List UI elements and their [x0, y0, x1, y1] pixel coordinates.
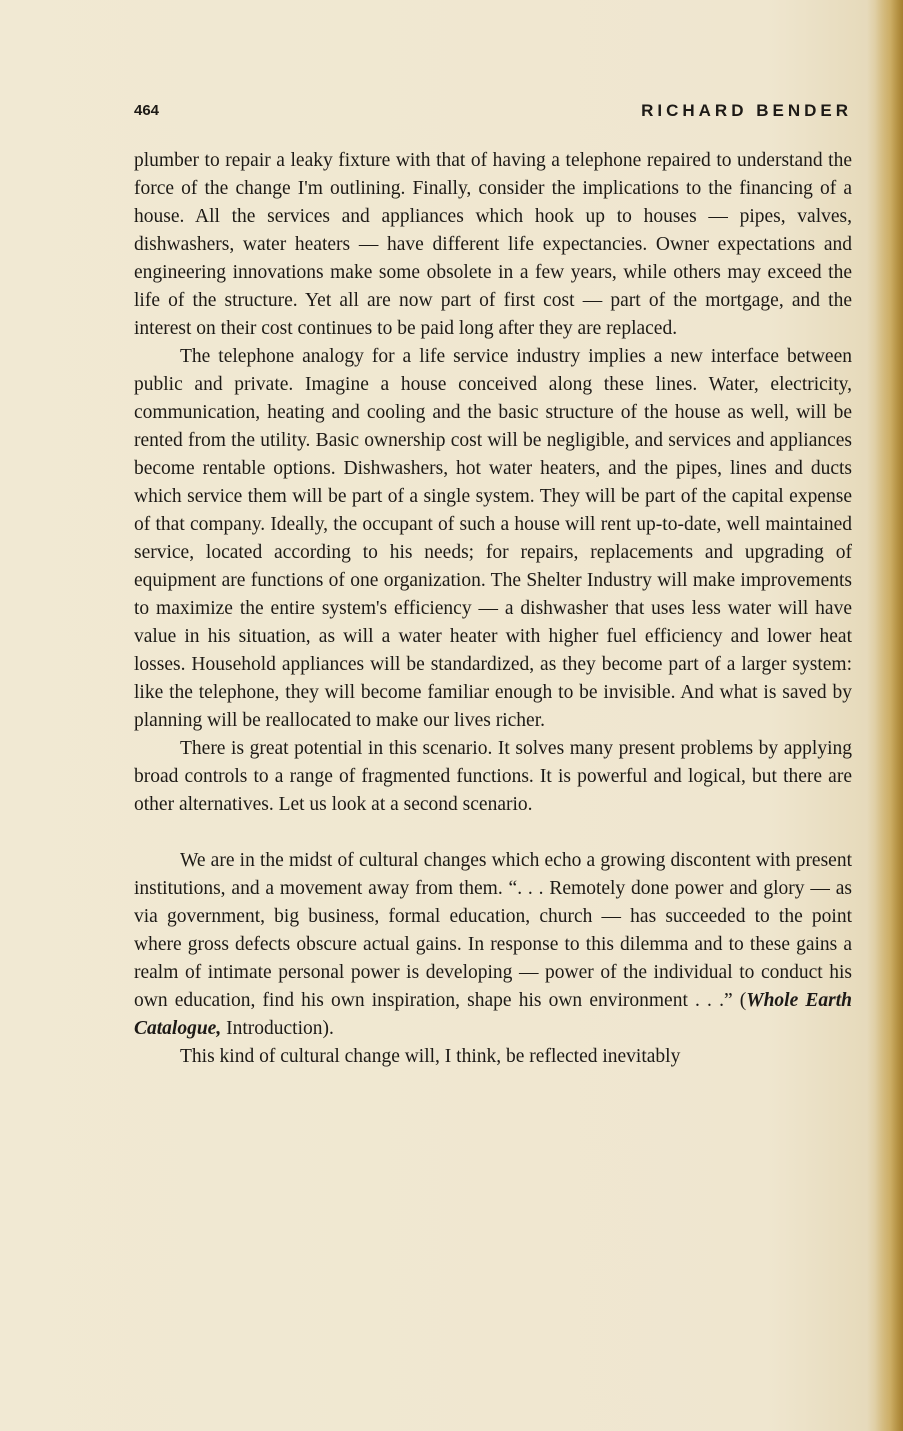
citation-title: Whole Earth Catalogue,: [134, 990, 852, 1039]
page-header: [134, 100, 852, 130]
page-edge-shadow: [875, 0, 903, 1431]
paragraph-1: plumber to repair a leaky fixture with that of having a telephone repaired to understand the force of the change I'm outlining. Finally, consider the implications to the financing of a house. All the services and appliances which hook up to houses — pipes, valves, dishwashers, water heaters — have different life expectancies. Owner expectations and engineering innovations make some obsolete in a few years, while others may exceed the life of the structure. Yet all are now part of first cost — part of the mortgage, and the interest on their cost continues to be paid long after they are replaced.: [134, 150, 852, 339]
page-number: 464: [134, 102, 160, 119]
running-head: RICHARD BENDER: [641, 101, 852, 120]
paragraph-2: The telephone analogy for a life service industry implies a new interface between public and private. Imagine a house conceived along these lines. Water, electricity, communication, heating and cooling and the basic structure of the house as well, will be rented from the utility. Basic ownership cost will be negligible, and services and appliances become rentable options. Dishwashers, hot water heaters, and the pipes, lines and ducts which service them will be part of a single system. They will be part of the capital expense of that company. Ideally, the occupant of such a house will rent up-to-date, well maintained service, located according to his needs; for repairs, replacements and upgrading of equipment are functions of one organization. The Shelter Industry will make improvements to maximize the entire system's efficiency — a dishwasher that uses less water will have value in his situation, as will a water heater with higher fuel efficiency and lower heat losses. Household appliances will be standardized, as they become part of a larger system: like the telephone, they will become familiar enough to be invisible. And what is saved by planning will be reallocated to make our lives richer.: [134, 346, 852, 731]
quotation-text: We are in the midst of cultural changes which echo a growing discontent with present institutions, and a movement away from them. “. . . Remotely done power and glory — as via government, big business, formal education, church — has succeeded to the point where gross defects obscure actual gains. In response to this dilemma and to these gains a realm of intimate personal power is developing — power of the individual to conduct his own education, find his own inspiration, shape his own environment . . .” (: [134, 850, 852, 1011]
paragraph-5: This kind of cultural change will, I think, be reflected inevitably: [180, 1046, 681, 1067]
body-text: [134, 147, 852, 1071]
paragraph-3: There is great potential in this scenario. It solves many present problems by applying broad controls to a range of fragmented functions. It is powerful and logical, but there are other alternatives. Let us look at a second scenario.: [134, 738, 852, 815]
citation-rest: Introduction).: [221, 1018, 334, 1039]
paragraph-4: [134, 847, 852, 1043]
